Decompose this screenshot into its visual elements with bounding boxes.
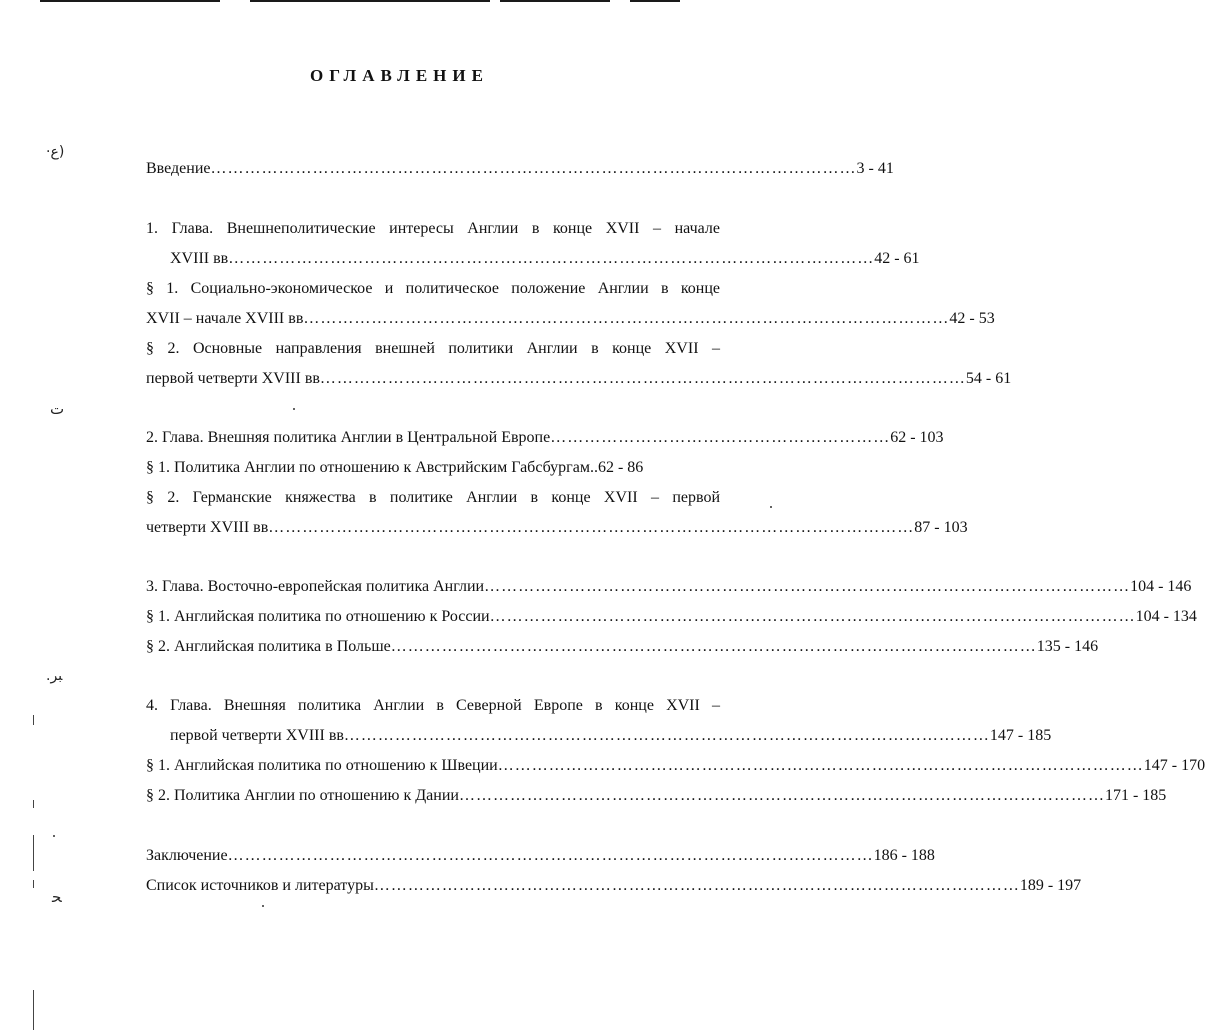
toc-entry-label: первой четверти XVIII вв (146, 370, 320, 387)
toc-section-2-2-heading: § 2. Германские княжества в политике Англии в конце XVII – первой (146, 489, 720, 506)
speck (53, 835, 55, 837)
toc-section-3-2 (146, 637, 1099, 657)
toc-page-range: 147 - 170 (1143, 757, 1205, 774)
toc-page-range: 42 - 61 (874, 250, 920, 267)
margin-scribble: ﺤ (52, 888, 62, 906)
scan-edge-line (500, 0, 610, 2)
scan-edge-line (630, 0, 680, 2)
toc-entry-label: XVII – начале XVIII вв (146, 310, 304, 327)
speck (770, 506, 772, 508)
toc-entry-label: 2. Глава. Внешняя политика Англии в Центральной Европе (146, 429, 551, 446)
toc-entry-sources (146, 876, 1082, 896)
toc-section-1-1-continuation (146, 309, 995, 329)
toc-page-range: 3 - 41 (856, 160, 894, 177)
speck (262, 905, 264, 907)
toc-entry-label: Заключение (146, 847, 228, 864)
margin-tick (33, 990, 34, 1030)
toc-chapter-3 (146, 577, 1192, 597)
toc-chapter-1-heading: 1. Глава. Внешнеполитические интересы Англии в конце XVII – начале (146, 220, 720, 237)
toc-section-1-2-continuation (146, 369, 1012, 389)
leader-dots: …………………………………………………………………………………………………… (484, 578, 1131, 595)
margin-tick (33, 715, 34, 725)
leader-dots: …………………………………………………………………………………………………… (373, 877, 1020, 894)
scan-edge-line (250, 0, 490, 2)
toc-entry-label: XVIII вв (170, 250, 229, 267)
leader-dots: …………………………………………………………………………………………………… (210, 160, 857, 177)
margin-tick (33, 835, 34, 871)
toc-page-range: 135 - 146 (1036, 638, 1099, 655)
toc-chapter-1-continuation (170, 249, 920, 269)
margin-tick (33, 880, 34, 888)
toc-entry-label: Введение (146, 160, 211, 177)
toc-page-range: 104 - 146 (1130, 578, 1192, 595)
toc-entry-label: Список источников и литературы (146, 877, 374, 894)
margin-scribble: .ﺒﺮ (46, 668, 63, 684)
leader-dots: …………………………………………………… (550, 429, 891, 446)
toc-page-range: 104 - 134 (1135, 608, 1197, 625)
toc-entry-label: первой четверти XVIII вв (170, 727, 344, 744)
toc-page-range: 147 - 185 (989, 727, 1052, 744)
toc-section-1-2-heading: § 2. Основные направления внешней политики Англии в конце XVII – (146, 340, 720, 357)
leader-dots: …………………………………………………………………………………………………… (228, 250, 875, 267)
leader-dots: …………………………………………………………………………………………………… (268, 519, 915, 536)
toc-entry-label: § 1. Политика Англии по отношению к Австрийским Габсбургам..62 - 86 (146, 459, 644, 476)
toc-section-3-1 (146, 607, 1197, 627)
margin-scribble: ·ﻉ) (46, 144, 65, 160)
toc-section-4-1 (146, 756, 1205, 776)
toc-page-range: 87 - 103 (914, 519, 968, 536)
leader-dots: …………………………………………………………………………………………………… (497, 757, 1144, 774)
leader-dots: …………………………………………………………………………………………………… (390, 638, 1037, 655)
toc-chapter-4-continuation (170, 726, 1052, 746)
toc-section-4-2 (146, 786, 1167, 806)
toc-entry-label: § 2. Английская политика в Польше (146, 638, 391, 655)
leader-dots: …………………………………………………………………………………………………… (343, 727, 990, 744)
toc-entry-label: § 2. Политика Англии по отношению к Дании (146, 787, 459, 804)
toc-entry-label: § 1. Английская политика по отношению к Швеции (146, 757, 498, 774)
toc-section-2-2-continuation (146, 518, 968, 538)
toc-page-range: 62 - 103 (890, 429, 944, 446)
toc-entry-label: четверти XVIII вв (146, 519, 269, 536)
toc-page-range: 189 - 197 (1019, 877, 1082, 894)
toc-section-2-1 (146, 458, 643, 478)
toc-entry-label: 3. Глава. Восточно-европейская политика Англии (146, 578, 485, 595)
toc-section-1-1-heading: § 1. Социально-экономическое и политическое положение Англии в конце (146, 280, 720, 297)
toc-chapter-2 (146, 428, 944, 448)
leader-dots: …………………………………………………………………………………………………… (319, 370, 966, 387)
toc-entry-label: § 1. Английская политика по отношению к России (146, 608, 490, 625)
toc-page-range: 171 - 185 (1104, 787, 1167, 804)
scan-edge-line (40, 0, 220, 2)
page-title: ОГЛАВЛЕНИЕ (310, 66, 489, 85)
margin-tick (33, 800, 34, 808)
speck (293, 408, 295, 410)
margin-scribble: ﺕ (50, 400, 65, 418)
toc-page-range: 54 - 61 (965, 370, 1012, 387)
toc-page-range: 186 - 188 (873, 847, 935, 864)
leader-dots: …………………………………………………………………………………………………… (303, 310, 950, 327)
toc-chapter-4-heading: 4. Глава. Внешняя политика Англии в Северной Европе в конце XVII – (146, 697, 720, 714)
leader-dots: …………………………………………………………………………………………………… (489, 608, 1136, 625)
leader-dots: …………………………………………………………………………………………………… (227, 847, 874, 864)
leader-dots: …………………………………………………………………………………………………… (458, 787, 1105, 804)
toc-entry-introduction (146, 159, 894, 179)
toc-entry-conclusion (146, 846, 935, 866)
toc-page-range: 42 - 53 (949, 310, 995, 327)
